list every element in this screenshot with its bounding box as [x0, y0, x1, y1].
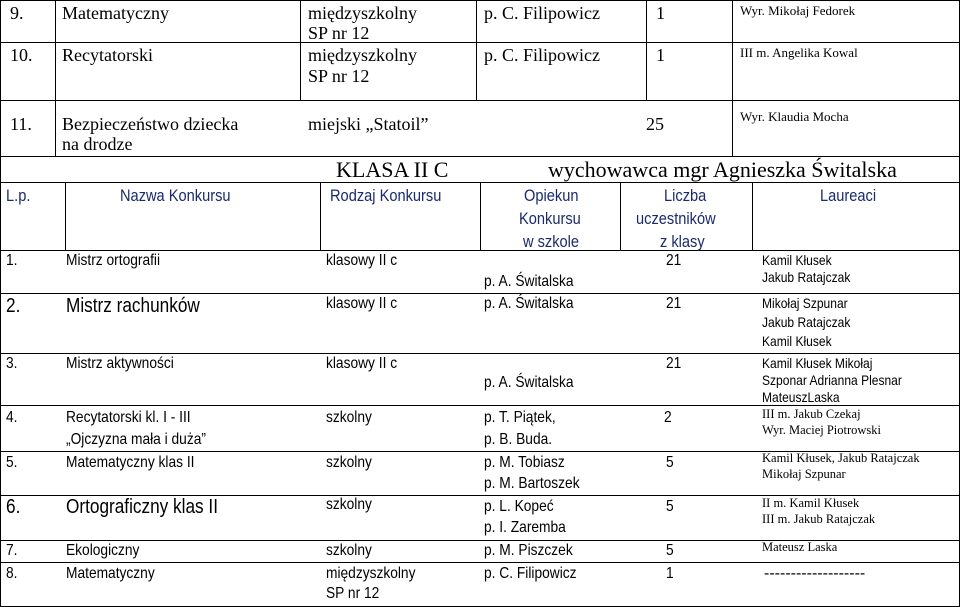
row-count: 5 — [666, 454, 674, 471]
row-count: 5 — [666, 498, 674, 515]
row-opiekun: p. C. Filipowicz — [484, 45, 600, 65]
row-type: szkolny — [326, 496, 372, 513]
row-type-line2: SP nr 12 — [308, 66, 370, 86]
row-name: Mistrz aktywności — [66, 355, 174, 372]
header-type: Rodzaj Konkursu — [330, 186, 442, 205]
header-laureaci: Laureaci — [820, 186, 877, 205]
row-laureat-1: II m. Kamil Kłusek — [762, 496, 860, 510]
row-count: 5 — [666, 542, 674, 559]
row-laureat-3: Kamil Kłusek — [762, 333, 832, 349]
row-laureat-1: Mikołaj Szpunar — [762, 295, 848, 311]
row-opiekun-2: p. B. Buda. — [484, 431, 553, 448]
row-opiekun-1: p. L. Kopeć — [484, 498, 554, 515]
row-lp: 9. — [10, 3, 24, 23]
row-opiekun: p. M. Piszczek — [484, 542, 573, 559]
header-count-1: Liczba — [664, 186, 707, 205]
row-count: 1 — [666, 565, 674, 582]
row-laureat-2: Szponar Adrianna Plesnar — [762, 372, 902, 388]
row-lp: 10. — [10, 45, 33, 65]
row-lp: 2. — [6, 295, 21, 317]
row-opiekun-2: p. M. Bartoszek — [484, 475, 580, 492]
row-laureat-2: Jakub Ratajczak — [762, 269, 851, 285]
header-name: Nazwa Konkursu — [120, 186, 231, 205]
class-title: KLASA II C — [336, 157, 449, 182]
row-type-line2: SP nr 12 — [308, 23, 370, 43]
row-laureaci: III m. Angelika Kowal — [740, 45, 858, 60]
row-count: 2 — [664, 409, 672, 426]
row-laureat-1: Kamil Kłusek — [762, 252, 832, 268]
row-name: Matematyczny — [66, 565, 155, 582]
row-lp: 7. — [6, 542, 18, 559]
row-name: Ortograficzny klas II — [66, 496, 218, 518]
row-name: Matematyczny — [62, 3, 169, 23]
class-teacher: wychowawca mgr Agnieszka Świtalska — [548, 157, 897, 182]
row-lp: 3. — [6, 355, 18, 372]
row-opiekun: p. A. Świtalska — [484, 273, 574, 290]
row-count: 25 — [646, 114, 664, 134]
row-laureaci: ------------------- — [764, 565, 866, 582]
row-name: Recytatorski — [62, 45, 153, 65]
row-laureat-2: Mikołaj Szpunar — [762, 467, 846, 481]
row-type-line2: SP nr 12 — [326, 585, 380, 602]
row-opiekun-1: p. M. Tobiasz — [484, 454, 565, 471]
row-type: klasowy II c — [326, 252, 398, 269]
row-laureat-1: Kamil Kłusek, Jakub Ratajczak — [762, 451, 920, 465]
row-count: 21 — [666, 252, 682, 269]
row-opiekun-2: p. I. Zaremba — [484, 519, 566, 536]
row-name: Mistrz rachunków — [66, 295, 200, 317]
row-laureat-2: Wyr. Maciej Piotrowski — [762, 423, 882, 437]
row-laureat-3: MateuszLaska — [762, 389, 840, 405]
row-opiekun: p. A. Świtalska — [484, 374, 574, 391]
row-opiekun: p. C. Filipowicz — [484, 565, 577, 582]
row-count: 1 — [656, 45, 665, 65]
row-count: 21 — [666, 355, 682, 372]
row-laureat-2: Jakub Ratajczak — [762, 314, 851, 330]
row-type: międzyszkolny — [308, 3, 417, 23]
row-laureat-2: III m. Jakub Ratajczak — [762, 512, 876, 526]
row-type: szkolny — [326, 542, 372, 559]
header-lp: L.p. — [6, 186, 31, 205]
row-type: szkolny — [326, 454, 372, 471]
row-lp: 5. — [6, 454, 18, 471]
row-type: klasowy II c — [326, 295, 398, 312]
row-name: Ekologiczny — [66, 542, 140, 559]
header-opiekun-3: w szkole — [523, 232, 580, 251]
row-name: Matematyczny klas II — [66, 454, 195, 471]
row-opiekun: p. C. Filipowicz — [484, 3, 600, 23]
row-type: międzyszkolny — [326, 565, 416, 582]
row-lp: 11. — [10, 114, 32, 134]
row-laureat-1: III m. Jakub Czekaj — [762, 407, 861, 421]
row-type: miejski „Statoil” — [308, 114, 429, 134]
header-opiekun-1: Opiekun — [524, 186, 579, 205]
row-name-line2: na drodze — [62, 134, 133, 154]
row-name: Bezpieczeństwo dziecka — [62, 114, 239, 134]
row-type: międzyszkolny — [308, 45, 417, 65]
row-type: klasowy II c — [326, 355, 398, 372]
row-count: 21 — [666, 295, 682, 312]
row-type: szkolny — [326, 409, 372, 426]
row-lp: 4. — [6, 409, 18, 426]
row-laureaci: Wyr. Mikołaj Fedorek — [740, 3, 856, 18]
row-opiekun-1: p. T. Piątek, — [484, 409, 556, 426]
header-count-3: z klasy — [660, 232, 705, 251]
row-name: Recytatorski kl. I - III — [66, 409, 191, 426]
row-lp: 6. — [6, 496, 21, 518]
header-count-2: uczestników — [636, 209, 716, 228]
row-count: 1 — [656, 3, 665, 23]
header-opiekun-2: Konkursu — [519, 209, 581, 228]
row-lp: 1. — [6, 252, 18, 269]
row-name-line2: „Ojczyzna mała i duża” — [66, 431, 206, 448]
row-laureaci: Wyr. Klaudia Mocha — [740, 109, 849, 124]
row-laureaci: Mateusz Laska — [762, 540, 838, 554]
row-laureat-1: Kamil Kłusek Mikołaj — [762, 355, 873, 371]
row-opiekun: p. A. Świtalska — [484, 295, 574, 312]
row-lp: 8. — [6, 565, 18, 582]
row-name: Mistrz ortografii — [66, 252, 161, 269]
